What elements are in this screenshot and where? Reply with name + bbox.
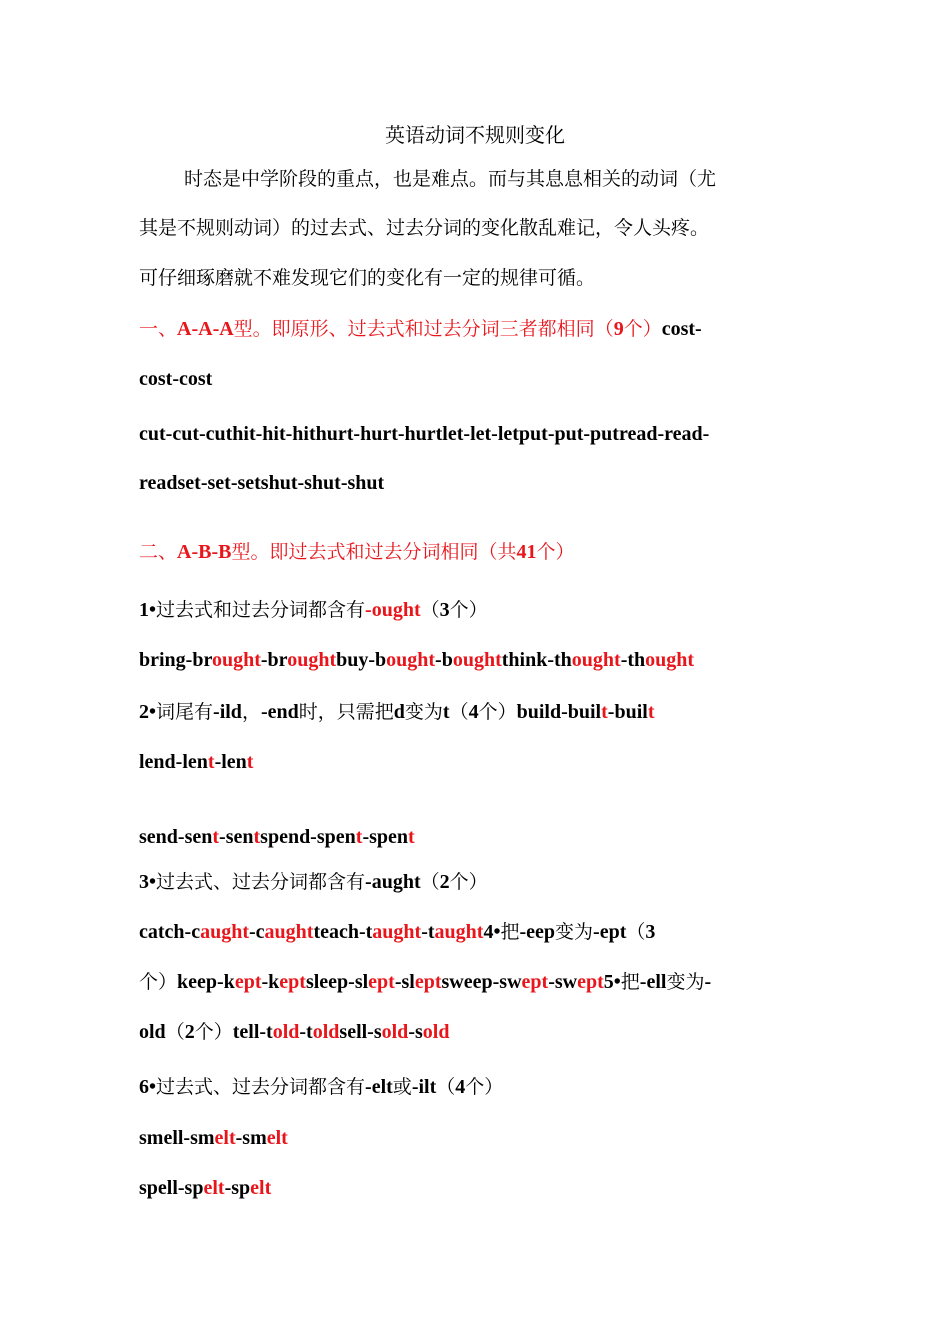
group-1-heading: 1•过去式和过去分词都含有-ought（3个）	[139, 599, 488, 621]
section-1-line-4: readset-set-setshut-shut-shut	[139, 472, 385, 494]
group-2-heading: 2•词尾有-ild，-end时，只需把d变为t（4个）build-built-built	[139, 701, 655, 723]
group-6-heading: 6•过去式、过去分词都含有-elt或-ilt（4个）	[139, 1076, 504, 1098]
smell-line: smell-smelt-smelt	[139, 1127, 288, 1149]
intro-line-1: 时态是中学阶段的重点，也是难点。而与其息息相关的动词（尤	[184, 168, 717, 190]
tell-sell-line: old（2个）tell-told-toldsell-sold-sold	[139, 1021, 450, 1043]
section-2-heading: 二、A-B-B型。即过去式和过去分词相同（共41个）	[139, 541, 575, 563]
intro-line-2: 其是不规则动词）的过去式、过去分词的变化散乱难记，令人头疼。	[139, 217, 710, 239]
document-title: 英语动词不规则变化	[385, 123, 565, 147]
group-2-line-3: send-sent-sentspend-spent-spent	[139, 826, 415, 848]
group-1-words: bring-brought-broughtbuy-bought-boughtthink-thought-thought	[139, 649, 695, 671]
section-1-line-3: cut-cut-cuthit-hit-hithurt-hurt-hurtlet-let-letput-put-putread-read-	[139, 423, 710, 445]
intro-line-3: 可仔细琢磨就不难发现它们的变化有一定的规律可循。	[139, 267, 596, 289]
spell-line: spell-spelt-spelt	[139, 1177, 272, 1199]
section-1-line-2: cost-cost	[139, 368, 213, 390]
group-2-line-2: lend-lent-lent	[139, 751, 254, 773]
group-3-heading: 3•过去式、过去分词都含有-aught（2个）	[139, 871, 488, 893]
catch-teach-line: catch-caught-caughtteach-taught-taught4•把-eep变为-ept（3	[139, 921, 656, 943]
section-1-heading: 一、A-A-A型。即原形、过去式和过去分词三者都相同（9个）cost-	[139, 318, 702, 340]
keep-sleep-line: 个）keep-kept-keptsleep-slept-sleptsweep-swept-swept5•把-ell变为-	[139, 971, 712, 993]
